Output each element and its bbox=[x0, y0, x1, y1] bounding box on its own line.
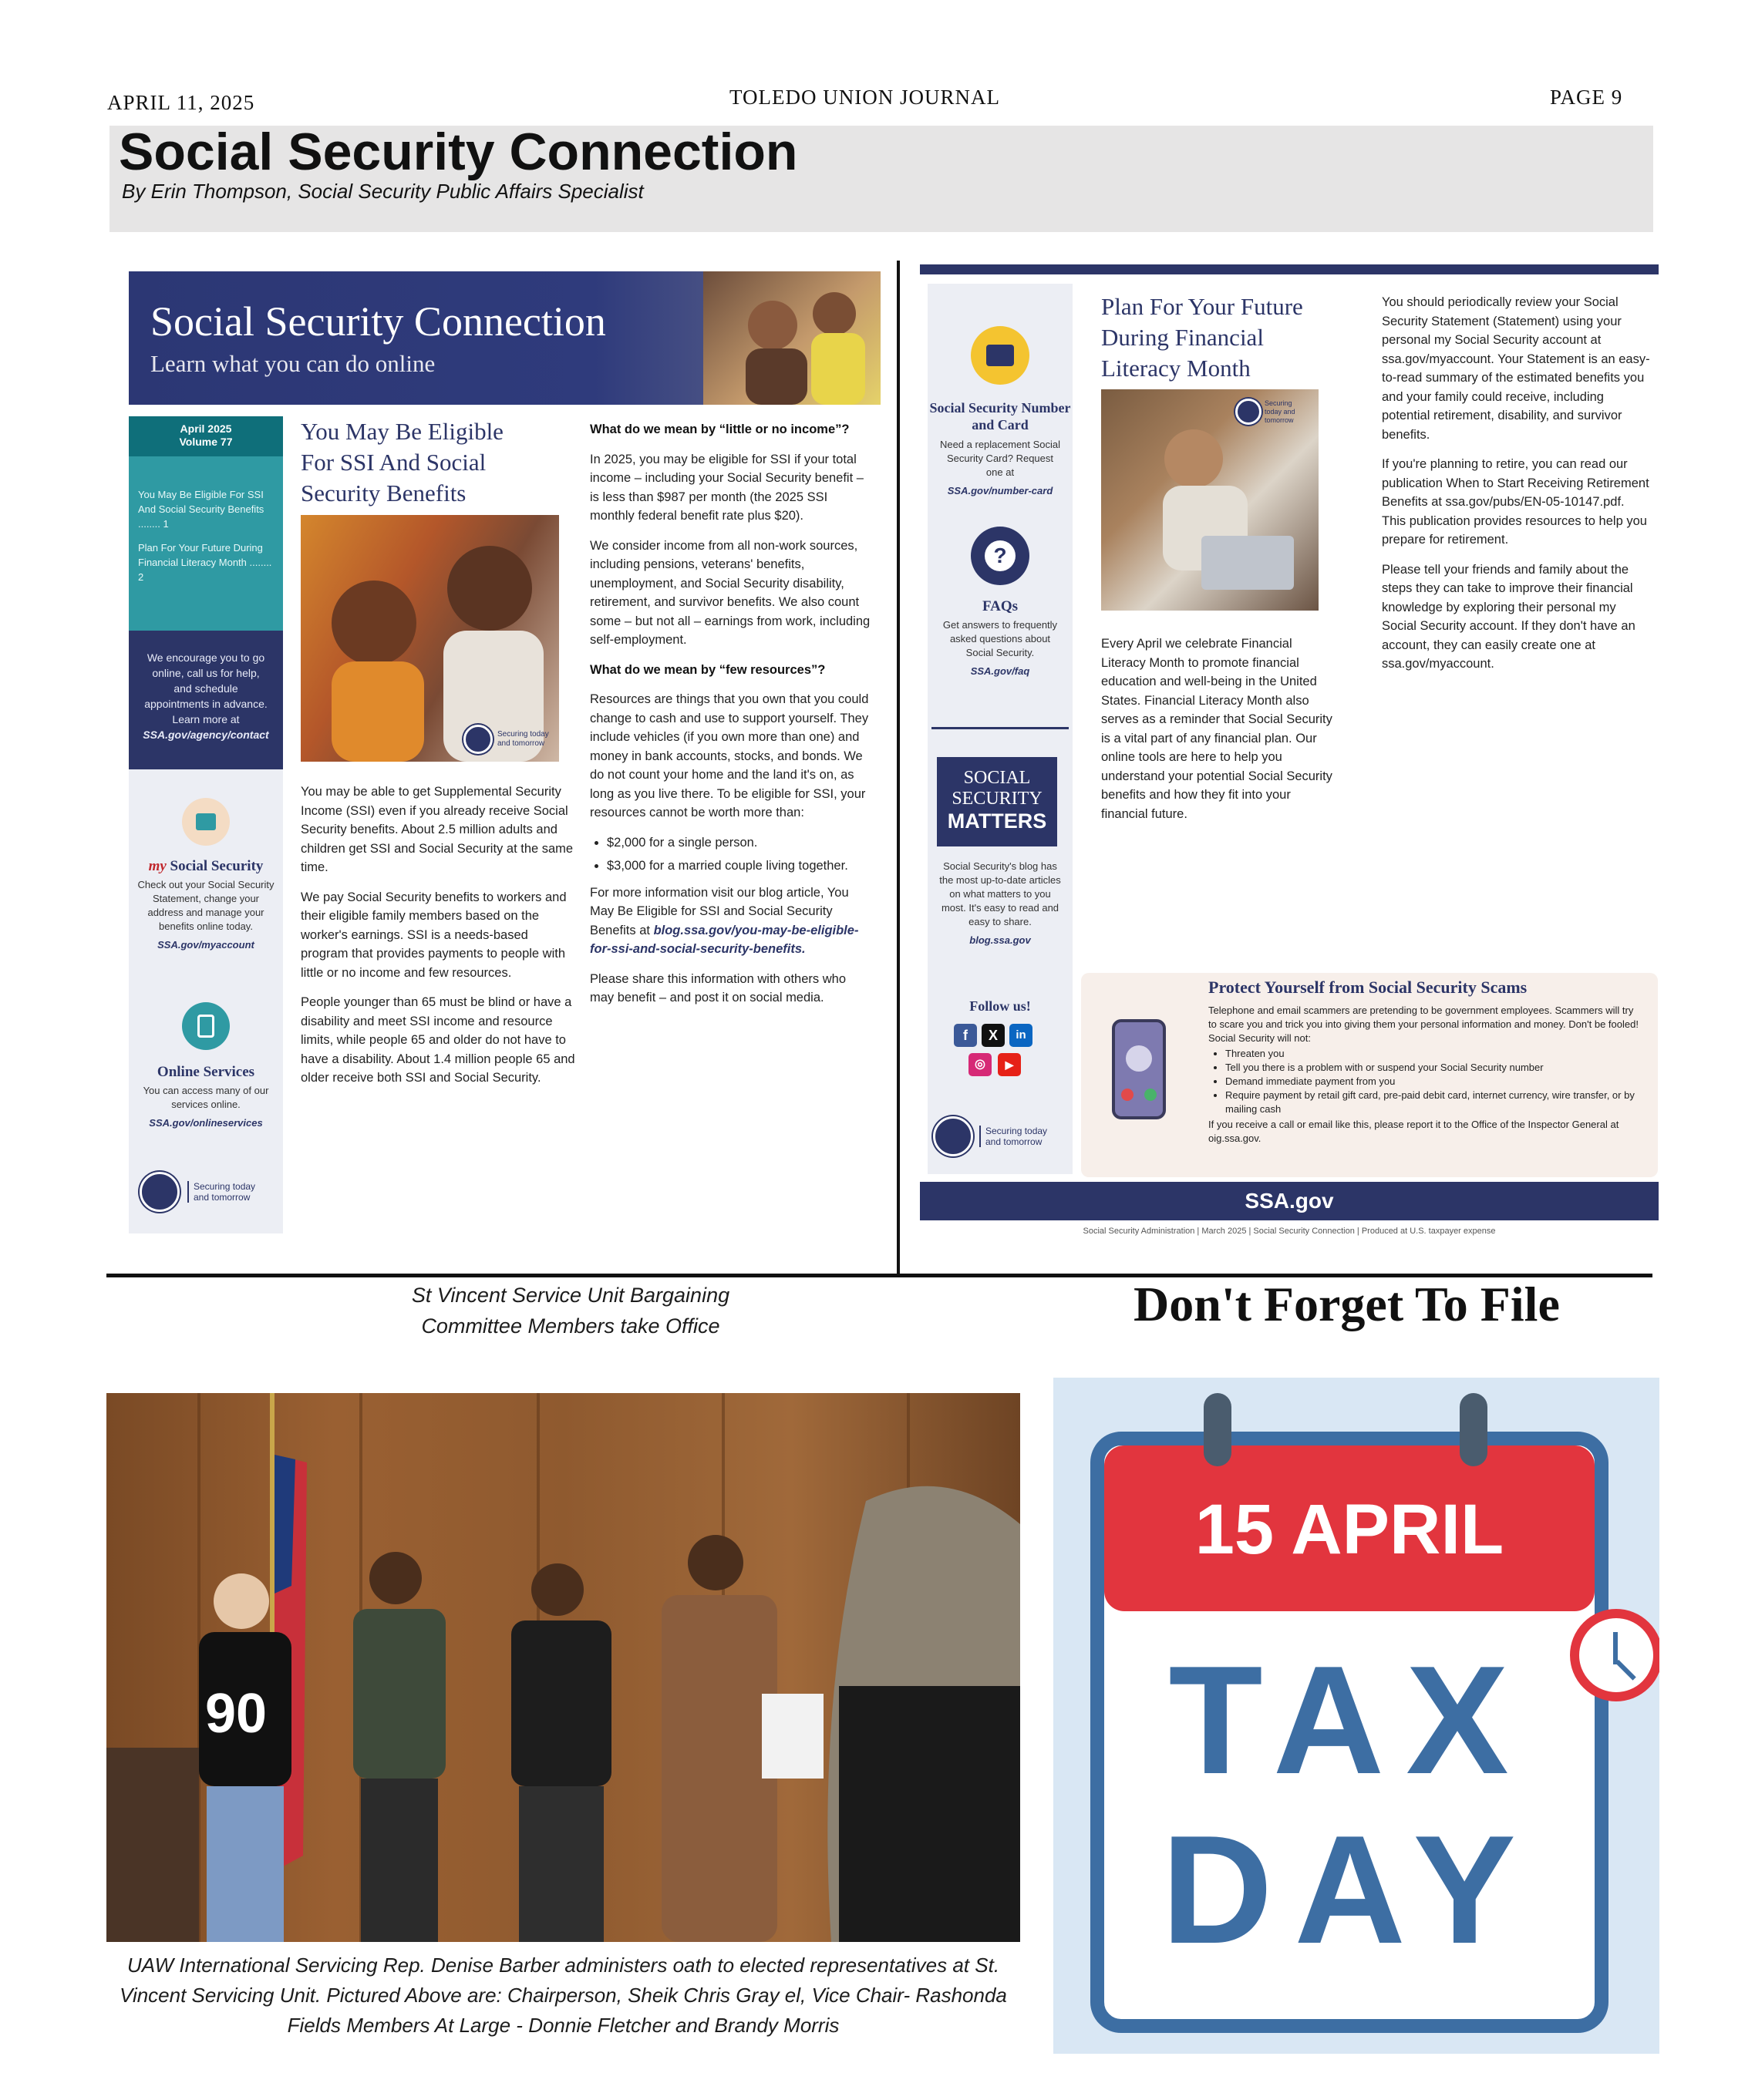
table-of-contents bbox=[129, 456, 283, 631]
contact-box bbox=[129, 631, 283, 769]
section-title: Social Security Connection bbox=[119, 123, 798, 181]
calendar-ring-left bbox=[1204, 1393, 1231, 1466]
list-item: • $2,000 for a single person. bbox=[607, 833, 871, 853]
number-card-link[interactable]: SSA.gov/number-card bbox=[947, 485, 1053, 496]
calendar-date: 15 APRIL bbox=[1194, 1490, 1504, 1569]
scam-text: Telephone and email scammers are pretending to be government employees. Scammers will try to scare you and trick you into giving them your personal information and money. Don't be fooled! Social Security will not: • Threaten you • Tell you there is a problem with or suspend your Social Security number • Demand immediate payment from you • Require payment by retail gift card, pre-paid debit card, internet currency, wire transfer, or by mailing cash If you receive a call or email like this, please report it to the Office of the Inspector General at oig.ssa.gov. bbox=[1208, 1004, 1644, 1146]
tax-headline: Don't Forget To File bbox=[1134, 1277, 1560, 1331]
question-heading: What do we mean by “little or no income”? bbox=[590, 422, 850, 436]
calendar-tax: TAX bbox=[1168, 1634, 1531, 1806]
facebook-icon[interactable]: f bbox=[954, 1024, 977, 1047]
photo-seal: Securing today and tomorrow bbox=[463, 725, 551, 754]
oath-photo bbox=[106, 1393, 1020, 1942]
youtube-icon[interactable]: ▶ bbox=[998, 1053, 1021, 1076]
social-security-matters-logo: SOCIAL SECURITY MATTERS bbox=[937, 757, 1057, 846]
issue-month: April 2025 bbox=[180, 422, 232, 435]
newsletter-subtitle: Learn what you can do online bbox=[150, 350, 436, 377]
issue-volume: Volume 77 bbox=[179, 436, 233, 448]
ssa-seal-icon bbox=[140, 1172, 180, 1212]
faqs-block: FAQs Get answers to frequently asked questions about Social Security. SSA.gov/faq bbox=[928, 600, 1073, 678]
my-social-security-block: my Social Security Check out your Social Security Statement, change your address and manage your benefits online today. SSA.gov/myaccount bbox=[129, 860, 283, 952]
myaccount-link[interactable]: SSA.gov/myaccount bbox=[157, 939, 254, 951]
couple-photo bbox=[301, 515, 559, 762]
ssa-seal-block: Securing today and tomorrow bbox=[933, 1116, 1056, 1156]
list-item: • Demand immediate payment from you bbox=[1225, 1075, 1644, 1089]
list-item: • $3,000 for a married couple living together. bbox=[607, 856, 871, 876]
banner-photo bbox=[703, 271, 881, 405]
mother-daughter-image bbox=[703, 271, 881, 405]
alarm-clock-icon bbox=[1570, 1609, 1659, 1701]
scam-title: Protect Yourself from Social Security Scams bbox=[1208, 978, 1528, 997]
linkedin-icon[interactable]: in bbox=[1009, 1024, 1032, 1047]
social-icons-row2 bbox=[968, 1053, 1021, 1076]
paragraph: For more information visit our blog article, You May Be Eligible for SSI and Social Security Benefits at bbox=[590, 885, 849, 937]
list-item: • Require payment by retail gift card, pre-paid debit card, internet currency, wire transfer, or by mailing cash bbox=[1225, 1089, 1644, 1116]
onlineservices-link[interactable]: SSA.gov/onlineservices bbox=[149, 1117, 263, 1129]
resource-limits-list bbox=[607, 833, 871, 876]
paragraph: You should periodically review your Social Security Statement (Statement) using your personal my Social Security account at ssa.gov/myaccount. Your Statement is an easy-to-read summary of the estimated benefits you and your family could receive, including potential retirement, disability, and survivor benefits. bbox=[1382, 295, 1650, 442]
paragraph: We pay Social Security benefits to workers and their eligible family members based on the worker's earnings. SSI is a needs-based program that provides payments to people with little or no income and few resources. bbox=[301, 890, 567, 980]
issue-date: APRIL 11, 2025 bbox=[107, 91, 255, 114]
ssa-seal-icon bbox=[1235, 399, 1262, 425]
laptop-man-photo bbox=[1101, 389, 1319, 611]
newsletter-credit: Social Security Administration | March 2025 | Social Security Connection | Produced at U.S. taxpayer expense bbox=[1083, 1227, 1496, 1236]
toc-item[interactable]: You May Be Eligible For SSI And Social Security Benefits ........ 1 bbox=[138, 489, 264, 530]
literacy-article-col1 bbox=[1101, 634, 1339, 834]
toc-item[interactable]: Plan For Your Future During Financial Literacy Month ........ 2 bbox=[138, 542, 272, 583]
photo-caption: UAW International Servicing Rep. Denise Barber administers oath to elected representatives at St. Vincent Servicing Unit. Pictured Above are: Chairperson, Sheik Chris Gray el, Vice Chair- Rashonda Fields Members At Large - Donnie Fletcher and Brandy Morris bbox=[120, 1954, 1007, 2037]
scam-warning-box bbox=[1081, 973, 1658, 1177]
number-card-block: Social Security Number and Card Need a replacement Social Security Card? Request one at SSA.gov/number-card bbox=[928, 399, 1073, 498]
oath-ceremony-image bbox=[106, 1393, 1020, 1942]
sidebar-divider bbox=[931, 727, 1069, 729]
tax-day-graphic bbox=[1053, 1378, 1659, 2054]
ssa-gov-footer-bar[interactable]: SSA.gov bbox=[920, 1182, 1659, 1220]
ssa-seal-block: Securing today and tomorrow bbox=[140, 1172, 257, 1212]
blog-article-link[interactable]: blog.ssa.gov/you-may-be-eligible-for-ssi-and-social-security-benefits. bbox=[590, 923, 859, 956]
calendar-day: DAY bbox=[1161, 1804, 1538, 1976]
newspaper-name: TOLEDO UNION JOURNAL bbox=[729, 86, 1000, 109]
faq-link[interactable]: SSA.gov/faq bbox=[970, 665, 1030, 677]
paragraph: Please tell your friends and family about the steps they can take to improve their financial knowledge by exploring their personal my Social Security account. If they don't have an account, they can easily create one at ssa.gov/myaccount. bbox=[1382, 562, 1635, 671]
card-icon bbox=[971, 326, 1029, 385]
literacy-article-col2 bbox=[1382, 293, 1652, 685]
story-headline: St Vincent Service Unit Bargaining Committee Members take Office bbox=[411, 1284, 730, 1338]
ssa-seal-icon bbox=[933, 1116, 973, 1156]
paragraph: Resources are things that you own that you could change to cash and use to support yourself. They include vehicles (if you own more than one) and money in bank accounts, stocks, and bonds. We do not count your home and the land it's on, as long as you live there. To be eligible for SSI, your resources cannot be worth more than: bbox=[590, 692, 869, 819]
blog-block: Social Security's blog has the most up-to-date articles on what matters to you most. It's easy to read and easy to share. blog.ssa.gov bbox=[928, 860, 1073, 947]
left-sidebar bbox=[129, 416, 283, 1233]
follow-us-block: Follow us! bbox=[969, 998, 1031, 1014]
instagram-icon[interactable]: ◎ bbox=[968, 1053, 992, 1076]
article-title-literacy: Plan For Your Future During Financial Literacy Month bbox=[1101, 293, 1303, 382]
paragraph: If you're planning to retire, you can read our publication When to Start Receiving Retirement Benefits at ssa.gov/pubs/EN-05-10147.pdf. This publication provides resources to help you prepare for retirement. bbox=[1382, 457, 1649, 547]
calendar-ring-right bbox=[1460, 1393, 1487, 1466]
jersey-number: 90 bbox=[205, 1683, 268, 1745]
section-byline: By Erin Thompson, Social Security Public Affairs Specialist bbox=[122, 180, 644, 203]
blog-link[interactable]: blog.ssa.gov bbox=[969, 934, 1031, 946]
paragraph: Please share this information with others who may benefit – and post it on social media. bbox=[590, 971, 846, 1005]
card-icon bbox=[182, 798, 230, 846]
newsletter-title: Social Security Connection bbox=[150, 298, 606, 345]
ssi-article-col2 bbox=[590, 420, 871, 1018]
social-icons-row1 bbox=[954, 1024, 1032, 1047]
contact-text: We encourage you to go online, call us for help, and schedule appointments in advance. Learn more at bbox=[144, 651, 268, 725]
paragraph: Every April we celebrate Financial Literacy Month to promote financial education and well-being in the United States. Financial Literacy Month also serves as a reminder that Social Security is a vital part of any financial plan. Our online tools are here to help you understand your potential Social Security benefits and how they fit into your financial future. bbox=[1101, 637, 1332, 821]
list-item: • Threaten you bbox=[1225, 1047, 1644, 1061]
list-item: • Tell you there is a problem with or suspend your Social Security number bbox=[1225, 1061, 1644, 1075]
phone-scam-icon bbox=[1112, 1019, 1166, 1119]
paragraph: People younger than 65 must be blind or have a disability and meet SSI income and resource limits, while people 65 and older do not have to have a disability. About 1.4 million people 65 and older receive both SSI and Social Security. bbox=[301, 995, 575, 1085]
paragraph: We consider income from all non-work sources, including pensions, veterans' benefits, unemployment, and Social Security disability, retirement, and survivor benefits. We also count some – but not all – earnings from work, including self-employment. bbox=[590, 538, 871, 647]
x-icon[interactable]: X bbox=[982, 1024, 1005, 1047]
paragraph: You may be able to get Supplemental Security Income (SSI) even if you already receive Social Security benefits. About 2.5 million adults and children get SSI and Social Security at the same time. bbox=[301, 785, 574, 874]
photo-seal: Securing today and tomorrow bbox=[1235, 399, 1309, 425]
faq-icon: ? bbox=[971, 527, 1029, 585]
article-title-ssi: You May Be Eligible For SSI And Social Security Benefits bbox=[301, 418, 504, 506]
contact-link[interactable]: SSA.gov/agency/contact bbox=[143, 729, 269, 741]
issue-info bbox=[129, 416, 283, 456]
newsletter-banner bbox=[129, 271, 881, 405]
paragraph: In 2025, you may be eligible for SSI if your total income – including your Social Security benefit – is less than $987 per month (the 2025 SSI monthly federal benefit rate plus $20). bbox=[590, 452, 864, 523]
newsletter-top-bar bbox=[920, 264, 1659, 274]
online-services-block: Online Services You can access many of our services online. SSA.gov/onlineservices bbox=[129, 1065, 283, 1130]
ssa-seal-icon bbox=[463, 725, 493, 754]
page-number: PAGE 9 bbox=[1550, 86, 1623, 109]
column-divider bbox=[897, 261, 900, 1274]
question-heading: What do we mean by “few resources”? bbox=[590, 662, 826, 677]
online-services-icon bbox=[182, 1002, 230, 1050]
ssi-article-col1 bbox=[301, 782, 577, 1099]
scam-list bbox=[1225, 1047, 1644, 1116]
